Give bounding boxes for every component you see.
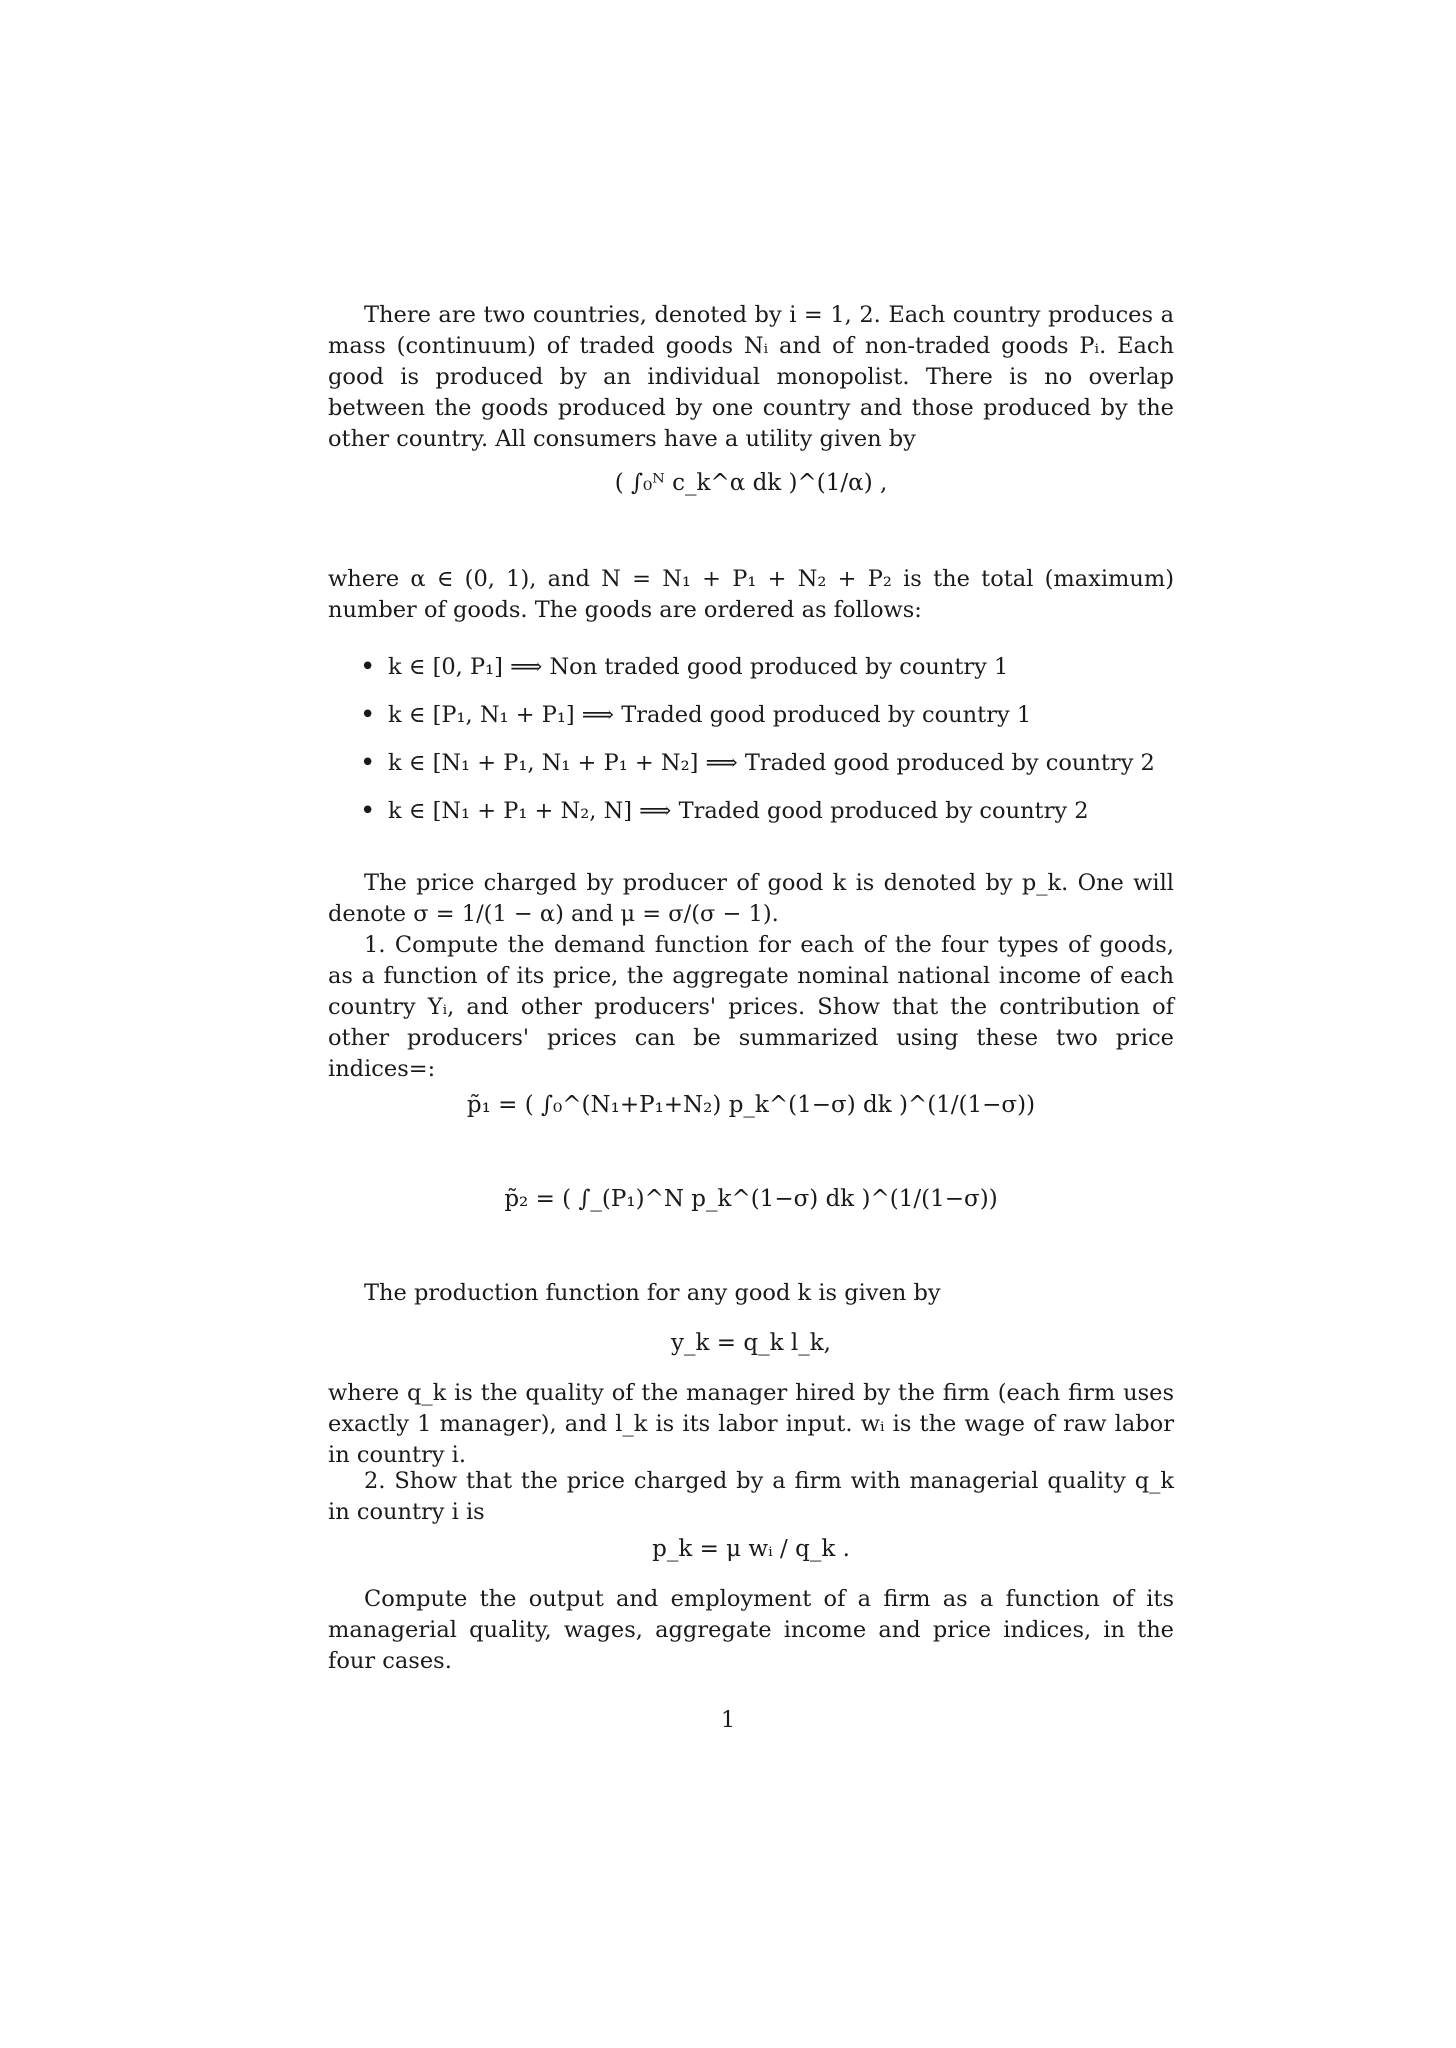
production-definitions-paragraph: where q_k is the quality of the manager hired by the firm (each firm uses exactly 1 manager), and l_k is its labor input. wᵢ is the wage of raw labor in country i. — [328, 1380, 1174, 1468]
list-item: • k ∈ [N₁ + P₁ + N₂, N] ⟹ Traded good produced by country 2 — [360, 796, 1180, 844]
question-1-paragraph: 1. Compute the demand function for each of the four types of goods, as a function of its price, the aggregate nominal national income of each country Yᵢ, and other producers' prices. Show that the contribution of other producers' prices can be summarized using these two price indices=: — [328, 932, 1174, 1082]
list-item: • k ∈ [P₁, N₁ + P₁] ⟹ Traded good produced by country 1 — [360, 700, 1180, 748]
goods-ordering-paragraph: where α ∈ (0, 1), and N = N₁ + P₁ + N₂ + P₂ is the total (maximum) number of goods. The goods are ordered as follows: — [328, 566, 1174, 623]
price-index-1-formula: p̃₁ = ( ∫₀^(N₁+P₁+N₂) p_k^(1−σ) dk )^(1/(1−σ)) — [466, 1092, 1036, 1118]
production-formula: y_k = q_k l_k, — [671, 1330, 831, 1356]
price-index-1-equation — [328, 1092, 1174, 1118]
list-item: • k ∈ [N₁ + P₁, N₁ + P₁ + N₂] ⟹ Traded good produced by country 2 — [360, 748, 1180, 796]
price-equation — [328, 1536, 1174, 1562]
price-index-2-equation — [328, 1186, 1174, 1212]
page-number: 1 — [721, 1708, 735, 1733]
utility-formula: ( ∫₀ᴺ c_k^α dk )^(1/α) , — [614, 470, 888, 496]
output-employment-paragraph: Compute the output and employment of a firm as a function of its managerial quality, wages, aggregate income and price indices, in the four cases. — [328, 1586, 1174, 1674]
price-formula: p_k = μ wᵢ / q_k . — [652, 1536, 850, 1562]
utility-equation — [328, 470, 1174, 496]
question-2-paragraph: 2. Show that the price charged by a firm with managerial quality q_k in country i is — [328, 1468, 1174, 1525]
list-item: • k ∈ [0, P₁] ⟹ Non traded good produced by country 1 — [360, 652, 1180, 700]
intro-paragraph: There are two countries, denoted by i = 1, 2. Each country produces a mass (continuum) of traded goods Nᵢ and of non-traded goods Pᵢ. Each good is produced by an individual monopolist. There is no overlap between the goods produced by one country and those produced by the other country. All consumers have a utility given by — [328, 302, 1174, 452]
production-intro-paragraph: The production function for any good k is given by — [364, 1280, 941, 1306]
price-notation-paragraph: The price charged by producer of good k is denoted by p_k. One will denote σ = 1/(1 − α) and μ = σ/(σ − 1). — [328, 870, 1174, 927]
price-index-2-formula: p̃₂ = ( ∫_(P₁)^N p_k^(1−σ) dk )^(1/(1−σ)) — [504, 1186, 998, 1212]
production-equation — [328, 1330, 1174, 1356]
goods-ordering-list — [360, 652, 1180, 844]
